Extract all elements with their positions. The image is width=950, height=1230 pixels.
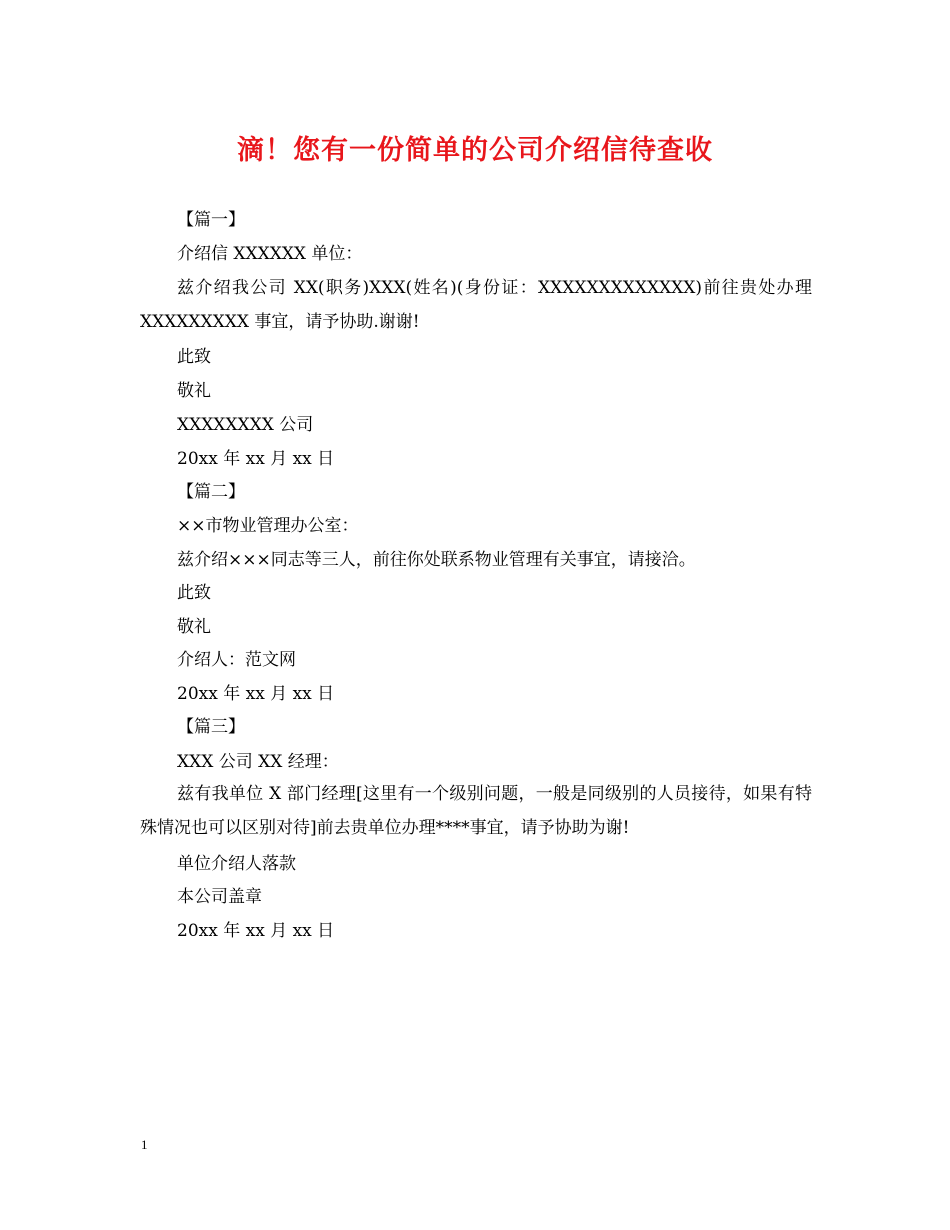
- section2-heading: 【篇二】: [177, 482, 245, 502]
- section2-body: 兹介绍×××同志等三人，前往你处联系物业管理有关事宜，请接洽。: [177, 550, 696, 570]
- section2-salutation: ××市物业管理办公室：: [177, 516, 359, 536]
- section1-salutation: 介绍信 XXXXXX 单位：: [177, 244, 363, 264]
- section2-date: 20xx 年 xx 月 xx 日: [177, 684, 335, 704]
- section3-date: 20xx 年 xx 月 xx 日: [177, 921, 335, 941]
- page-title: 滴！您有一份简单的公司介绍信待查收: [237, 135, 713, 166]
- section2-closing-2: 敬礼: [177, 617, 211, 637]
- section2-signature: 介绍人：范文网: [177, 650, 296, 670]
- section3-body: 兹有我单位 X 部门经理[这里有一个级别问题，一般是同级别的人员接待，如果有特殊情况也可以区别对待]前去贵单位办理****事宜，请予协助为谢!: [140, 784, 812, 838]
- section1-body: 兹介绍我公司 XX(职务)XXX(姓名)(身份证：XXXXXXXXXXXXX)前往贵处办理 XXXXXXXXX 事宜，请予协助.谢谢!: [140, 278, 812, 332]
- page-number: 1: [141, 1137, 148, 1152]
- section2-closing-1: 此致: [177, 583, 211, 603]
- section3-seal: 本公司盖章: [177, 887, 262, 907]
- section1-signature: XXXXXXXX 公司: [177, 415, 314, 435]
- section3-signature: 单位介绍人落款: [177, 854, 296, 874]
- section3-heading: 【篇三】: [177, 717, 245, 737]
- section1-closing-2: 敬礼: [177, 381, 211, 401]
- section1-date: 20xx 年 xx 月 xx 日: [177, 449, 335, 469]
- section1-heading: 【篇一】: [177, 210, 245, 230]
- section1-closing-1: 此致: [177, 347, 211, 367]
- section3-salutation: XXX 公司 XX 经理：: [177, 752, 339, 772]
